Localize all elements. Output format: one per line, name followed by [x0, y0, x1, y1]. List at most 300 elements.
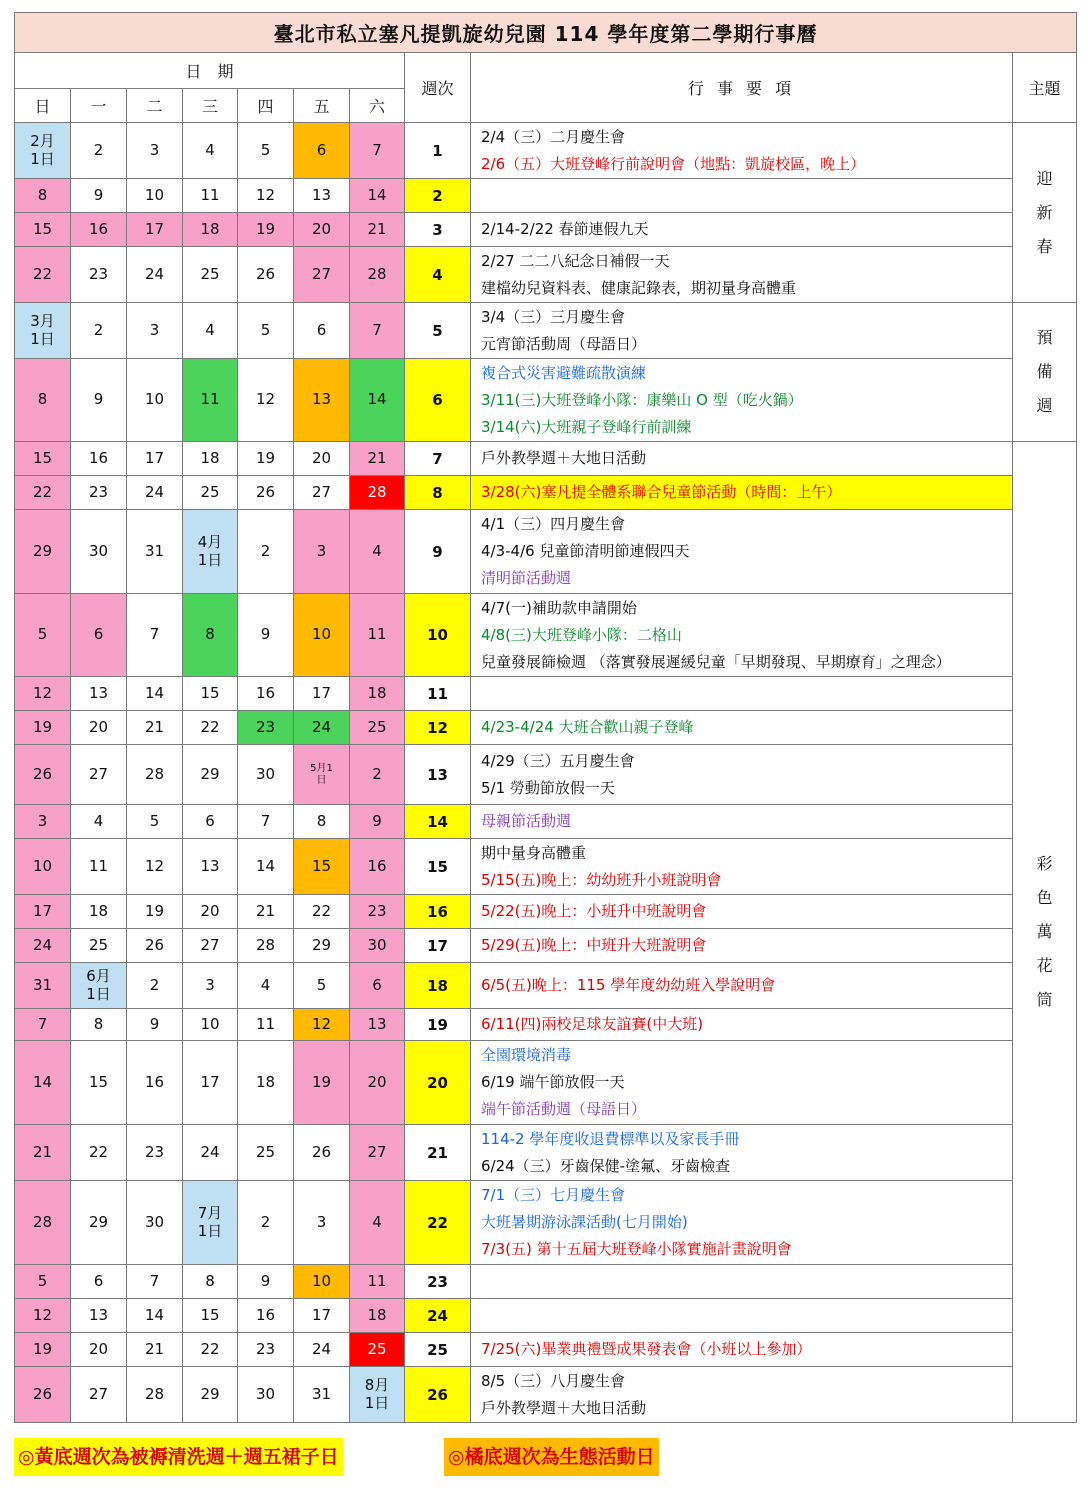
- date-cell: 23: [350, 895, 405, 929]
- date-cell: 20: [183, 895, 238, 929]
- date-cell: 28: [238, 929, 294, 963]
- date-cell: 10: [294, 594, 350, 677]
- date-cell: 3: [183, 963, 238, 1009]
- date-cell: 6月 1日: [71, 963, 127, 1009]
- date-cell: 17: [294, 1299, 350, 1333]
- events-cell: [471, 1125, 1013, 1181]
- week-row: [15, 442, 1077, 476]
- date-cell: 19: [238, 442, 294, 476]
- date-cell: 13: [71, 677, 127, 711]
- event-line: 建檔幼兒資料表、健康記錄表，期初量身高體重: [481, 278, 797, 297]
- week-row: [15, 510, 1077, 594]
- event-line: 4/8(三)大班登峰小隊：二格山: [481, 625, 682, 644]
- date-cell: 13: [183, 839, 238, 895]
- week-number: 26: [405, 1367, 471, 1423]
- week-row: [15, 963, 1077, 1009]
- date-cell: 7: [350, 123, 405, 179]
- date-cell: 20: [294, 213, 350, 247]
- date-cell: 9: [71, 179, 127, 213]
- date-cell: 13: [294, 179, 350, 213]
- event-line: 戶外教學週＋大地日活動: [481, 1398, 647, 1417]
- date-cell: 17: [127, 442, 183, 476]
- week-row: [15, 1041, 1077, 1125]
- week-row: [15, 123, 1077, 179]
- date-cell: 9: [71, 359, 127, 442]
- date-cell: 6: [294, 303, 350, 359]
- event-line: 6/11(四)兩校足球友誼賽(中大班): [481, 1015, 704, 1033]
- date-cell: 28: [350, 247, 405, 303]
- week-row: [15, 179, 1077, 213]
- date-cell: 25: [238, 1125, 294, 1181]
- week-row: [15, 1009, 1077, 1041]
- event-line: 6/19 端午節放假一天: [481, 1073, 625, 1091]
- date-cell: 16: [71, 213, 127, 247]
- events-cell: [471, 123, 1013, 179]
- week-number: 1: [405, 123, 471, 179]
- date-cell: 2月 1日: [15, 123, 71, 179]
- date-cell: 8: [15, 359, 71, 442]
- event-line: 5/22(五)晚上：小班升中班說明會: [481, 902, 707, 920]
- week-number: 8: [405, 476, 471, 510]
- date-cell: 19: [15, 1333, 71, 1367]
- date-cell: 7: [127, 594, 183, 677]
- date-cell: 15: [15, 442, 71, 476]
- date-cell: 22: [71, 1125, 127, 1181]
- events-cell: [471, 929, 1013, 963]
- week-row: [15, 1125, 1077, 1181]
- date-cell: 20: [294, 442, 350, 476]
- date-cell: 10: [127, 179, 183, 213]
- date-cell: 11: [183, 179, 238, 213]
- date-cell: 5月1 日: [294, 745, 350, 805]
- date-cell: 11: [350, 1265, 405, 1299]
- events-cell: [471, 359, 1013, 442]
- date-cell: 2: [238, 1181, 294, 1265]
- date-cell: 14: [15, 1041, 71, 1125]
- event-line: 3/4（三）三月慶生會: [481, 307, 626, 326]
- events-cell: [471, 711, 1013, 745]
- date-cell: 2: [127, 963, 183, 1009]
- date-cell: 6: [294, 123, 350, 179]
- date-cell: 7: [15, 1009, 71, 1041]
- event-line: 4/7(一)補助款申請開始: [481, 598, 637, 617]
- date-cell: 6: [350, 963, 405, 1009]
- events-cell: [471, 179, 1013, 213]
- theme-header: 主題: [1013, 53, 1077, 123]
- week-number: 15: [405, 839, 471, 895]
- week-number: 7: [405, 442, 471, 476]
- date-cell: 11: [71, 839, 127, 895]
- date-cell: 16: [127, 1041, 183, 1125]
- date-cell: 17: [294, 677, 350, 711]
- event-line: 5/1 勞動節放假一天: [481, 778, 615, 797]
- date-cell: 15: [294, 839, 350, 895]
- date-cell: 12: [294, 1009, 350, 1041]
- date-cell: 3: [294, 510, 350, 594]
- date-cell: 21: [127, 711, 183, 745]
- weekday-fri: 五: [294, 89, 350, 123]
- date-cell: 12: [15, 677, 71, 711]
- week-row: [15, 594, 1077, 677]
- event-line: 5/15(五)晚上：幼幼班升小班說明會: [481, 870, 722, 889]
- date-cell: 24: [183, 1125, 238, 1181]
- date-cell: 20: [71, 1333, 127, 1367]
- events-cell: [471, 247, 1013, 303]
- date-cell: 25: [350, 1333, 405, 1367]
- week-row: [15, 213, 1077, 247]
- date-cell: 27: [350, 1125, 405, 1181]
- date-cell: 13: [294, 359, 350, 442]
- date-cell: 10: [183, 1009, 238, 1041]
- weekday-tue: 二: [127, 89, 183, 123]
- events-cell: [471, 594, 1013, 677]
- date-cell: 15: [183, 1299, 238, 1333]
- events-cell: [471, 442, 1013, 476]
- theme-cell: 迎 新 春: [1013, 123, 1077, 303]
- date-cell: 7: [350, 303, 405, 359]
- date-cell: 2: [71, 123, 127, 179]
- date-cell: 21: [238, 895, 294, 929]
- date-cell: 2: [238, 510, 294, 594]
- date-cell: 19: [294, 1041, 350, 1125]
- date-cell: 4: [71, 805, 127, 839]
- week-row: [15, 711, 1077, 745]
- date-cell: 8: [294, 805, 350, 839]
- week-row: [15, 839, 1077, 895]
- date-cell: 25: [183, 476, 238, 510]
- events-cell: [471, 1009, 1013, 1041]
- date-cell: 23: [238, 1333, 294, 1367]
- date-cell: 31: [15, 963, 71, 1009]
- date-cell: 24: [294, 711, 350, 745]
- date-cell: 3月 1日: [15, 303, 71, 359]
- event-line: 2/27 二二八紀念日補假一天: [481, 251, 670, 270]
- date-cell: 15: [15, 213, 71, 247]
- date-cell: 16: [350, 839, 405, 895]
- events-cell: [471, 805, 1013, 839]
- event-line: 2/6（五）大班登峰行前說明會（地點：凱旋校區，晚上）: [481, 154, 866, 173]
- page-title: 臺北市私立塞凡提凱旋幼兒園 114 學年度第二學期行事曆: [15, 13, 1077, 53]
- date-cell: 14: [127, 1299, 183, 1333]
- event-line: 8/5（三）八月慶生會: [481, 1371, 626, 1390]
- date-cell: 18: [183, 442, 238, 476]
- date-cell: 9: [238, 1265, 294, 1299]
- week-number: 3: [405, 213, 471, 247]
- week-number: 10: [405, 594, 471, 677]
- date-cell: 20: [71, 711, 127, 745]
- date-cell: 27: [71, 745, 127, 805]
- week-row: [15, 359, 1077, 442]
- date-cell: 14: [350, 359, 405, 442]
- date-cell: 11: [183, 359, 238, 442]
- date-cell: 24: [127, 476, 183, 510]
- week-row: [15, 1367, 1077, 1423]
- date-cell: 22: [294, 895, 350, 929]
- date-cell: 24: [127, 247, 183, 303]
- date-cell: 17: [15, 895, 71, 929]
- week-number: 16: [405, 895, 471, 929]
- date-cell: 26: [238, 247, 294, 303]
- week-number: 21: [405, 1125, 471, 1181]
- date-cell: 23: [71, 476, 127, 510]
- date-cell: 16: [71, 442, 127, 476]
- week-row: [15, 805, 1077, 839]
- date-cell: 18: [350, 677, 405, 711]
- events-cell: [471, 1333, 1013, 1367]
- date-cell: 4: [238, 963, 294, 1009]
- week-number: 5: [405, 303, 471, 359]
- week-number: 2: [405, 179, 471, 213]
- date-cell: 26: [127, 929, 183, 963]
- date-cell: 12: [127, 839, 183, 895]
- date-cell: 12: [238, 179, 294, 213]
- date-cell: 18: [238, 1041, 294, 1125]
- date-cell: 5: [238, 123, 294, 179]
- week-row: [15, 1265, 1077, 1299]
- date-cell: 11: [350, 594, 405, 677]
- week-row: [15, 476, 1077, 510]
- date-cell: 22: [15, 247, 71, 303]
- date-cell: 17: [127, 213, 183, 247]
- event-line: 期中量身高體重: [481, 843, 587, 862]
- date-cell: 22: [183, 711, 238, 745]
- date-cell: 16: [238, 1299, 294, 1333]
- date-cell: 14: [127, 677, 183, 711]
- date-cell: 20: [350, 1041, 405, 1125]
- date-cell: 26: [238, 476, 294, 510]
- week-number: 25: [405, 1333, 471, 1367]
- event-line: 元宵節活動周（母語日）: [481, 334, 647, 353]
- date-cell: 21: [127, 1333, 183, 1367]
- weekday-sat: 六: [350, 89, 405, 123]
- date-cell: 29: [71, 1181, 127, 1265]
- week-number: 18: [405, 963, 471, 1009]
- event-line: 4/29（三）五月慶生會: [481, 751, 635, 770]
- date-cell: 15: [71, 1041, 127, 1125]
- event-line: 6/5(五)晚上：115 學年度幼幼班入學說明會: [481, 976, 776, 994]
- date-cell: 3: [15, 805, 71, 839]
- date-cell: 7: [127, 1265, 183, 1299]
- week-number: 24: [405, 1299, 471, 1333]
- date-cell: 28: [127, 1367, 183, 1423]
- event-line: 母親節活動週: [481, 812, 572, 830]
- events-cell: [471, 677, 1013, 711]
- date-cell: 29: [294, 929, 350, 963]
- event-line: 兒童發展篩檢週 （落實發展遲緩兒童「早期發現、早期療育」之理念）: [481, 652, 951, 671]
- date-cell: 8月 1日: [350, 1367, 405, 1423]
- date-cell: 25: [183, 247, 238, 303]
- events-cell: [471, 510, 1013, 594]
- date-cell: 3: [127, 123, 183, 179]
- weekday-wed: 三: [183, 89, 238, 123]
- week-row: [15, 895, 1077, 929]
- theme-cell: 預 備 週: [1013, 303, 1077, 442]
- week-row: [15, 247, 1077, 303]
- date-cell: 23: [71, 247, 127, 303]
- week-number: 17: [405, 929, 471, 963]
- date-cell: 6: [71, 1265, 127, 1299]
- date-cell: 29: [183, 745, 238, 805]
- date-cell: 10: [294, 1265, 350, 1299]
- date-cell: 16: [238, 677, 294, 711]
- date-cell: 27: [294, 476, 350, 510]
- date-cell: 31: [127, 510, 183, 594]
- weekday-mon: 一: [71, 89, 127, 123]
- date-cell: 27: [183, 929, 238, 963]
- date-cell: 10: [127, 359, 183, 442]
- legend-orange: ◎橘底週次為生態活動日: [444, 1438, 659, 1476]
- date-cell: 17: [183, 1041, 238, 1125]
- date-cell: 4: [183, 123, 238, 179]
- event-line: 複合式災害避難疏散演練: [481, 363, 647, 382]
- date-cell: 26: [15, 745, 71, 805]
- events-header: 行 事 要 項: [471, 53, 1013, 123]
- weekday-thu: 四: [238, 89, 294, 123]
- date-cell: 28: [350, 476, 405, 510]
- events-cell: [471, 839, 1013, 895]
- date-cell: 18: [71, 895, 127, 929]
- date-cell: 11: [238, 1009, 294, 1041]
- date-cell: 5: [15, 594, 71, 677]
- date-cell: 5: [238, 303, 294, 359]
- week-number: 4: [405, 247, 471, 303]
- week-number: 20: [405, 1041, 471, 1125]
- date-cell: 19: [15, 711, 71, 745]
- events-cell: [471, 895, 1013, 929]
- date-cell: 12: [15, 1299, 71, 1333]
- event-line: 大班暑期游泳課活動(七月開始): [481, 1213, 688, 1231]
- date-cell: 24: [294, 1333, 350, 1367]
- event-line: 清明節活動週: [481, 569, 572, 587]
- date-cell: 27: [71, 1367, 127, 1423]
- week-number: 12: [405, 711, 471, 745]
- date-cell: 4: [350, 510, 405, 594]
- date-cell: 30: [350, 929, 405, 963]
- date-cell: 12: [238, 359, 294, 442]
- date-cell: 28: [127, 745, 183, 805]
- event-line: 3/11(三)大班登峰小隊：康樂山 O 型（吃火鍋）: [481, 390, 803, 409]
- date-cell: 19: [127, 895, 183, 929]
- event-line: 7/25(六)畢業典禮暨成果發表會（小班以上參加）: [481, 1340, 812, 1358]
- week-number: 23: [405, 1265, 471, 1299]
- week-row: [15, 745, 1077, 805]
- date-cell: 29: [183, 1367, 238, 1423]
- week-number: 6: [405, 359, 471, 442]
- calendar-table: [14, 12, 1077, 1423]
- event-line: 全園環境消毒: [481, 1046, 572, 1064]
- date-cell: 28: [15, 1181, 71, 1265]
- date-cell: 22: [15, 476, 71, 510]
- date-cell: 4月 1日: [183, 510, 238, 594]
- date-cell: 8: [183, 594, 238, 677]
- date-cell: 9: [238, 594, 294, 677]
- weekday-sun: 日: [15, 89, 71, 123]
- date-cell: 30: [238, 745, 294, 805]
- week-row: [15, 677, 1077, 711]
- date-cell: 25: [71, 929, 127, 963]
- date-cell: 30: [127, 1181, 183, 1265]
- events-cell: [471, 213, 1013, 247]
- date-cell: 6: [183, 805, 238, 839]
- legend-yellow: ◎黃底週次為被褥清洗週＋週五裙子日: [14, 1438, 343, 1476]
- date-cell: 7: [238, 805, 294, 839]
- week-row: [15, 929, 1077, 963]
- date-cell: 21: [350, 213, 405, 247]
- date-cell: 14: [238, 839, 294, 895]
- events-cell: [471, 303, 1013, 359]
- events-cell: [471, 1041, 1013, 1125]
- week-number: 13: [405, 745, 471, 805]
- date-cell: 29: [15, 510, 71, 594]
- date-cell: 7月 1日: [183, 1181, 238, 1265]
- date-cell: 30: [238, 1367, 294, 1423]
- date-cell: 18: [350, 1299, 405, 1333]
- week-number: 22: [405, 1181, 471, 1265]
- week-number: 19: [405, 1009, 471, 1041]
- date-cell: 8: [71, 1009, 127, 1041]
- event-line: 2/4（三）二月慶生會: [481, 127, 626, 146]
- date-cell: 27: [294, 247, 350, 303]
- date-cell: 13: [71, 1299, 127, 1333]
- event-line: 4/23-4/24 大班合歡山親子登峰: [481, 718, 694, 736]
- events-cell: [471, 1181, 1013, 1265]
- event-line: 3/28(六)塞凡提全體系聯合兒童節活動（時間：上午）: [481, 483, 842, 501]
- date-cell: 4: [183, 303, 238, 359]
- date-cell: 15: [183, 677, 238, 711]
- date-cell: 18: [183, 213, 238, 247]
- date-cell: 3: [127, 303, 183, 359]
- events-cell: [471, 745, 1013, 805]
- date-cell: 26: [15, 1367, 71, 1423]
- events-cell: [471, 963, 1013, 1009]
- events-cell: [471, 476, 1013, 510]
- event-line: 戶外教學週＋大地日活動: [481, 449, 647, 467]
- date-cell: 8: [15, 179, 71, 213]
- date-cell: 5: [127, 805, 183, 839]
- event-line: 4/1（三）四月慶生會: [481, 515, 626, 533]
- week-number: 14: [405, 805, 471, 839]
- events-cell: [471, 1367, 1013, 1423]
- date-cell: 8: [183, 1265, 238, 1299]
- event-line: 7/1（三）七月慶生會: [481, 1186, 626, 1204]
- event-line: 2/14-2/22 春節連假九天: [481, 220, 649, 238]
- date-cell: 21: [350, 442, 405, 476]
- week-number: 9: [405, 510, 471, 594]
- week-row: [15, 1299, 1077, 1333]
- date-cell: 9: [127, 1009, 183, 1041]
- date-cell: 3: [294, 1181, 350, 1265]
- event-line: 4/3-4/6 兒童節清明節連假四天: [481, 542, 690, 560]
- date-cell: 24: [15, 929, 71, 963]
- week-row: [15, 303, 1077, 359]
- week-number: 11: [405, 677, 471, 711]
- date-cell: 19: [238, 213, 294, 247]
- date-header: 日 期: [15, 53, 405, 89]
- event-line: 5/29(五)晚上：中班升大班說明會: [481, 936, 707, 954]
- date-cell: 23: [127, 1125, 183, 1181]
- date-cell: 5: [15, 1265, 71, 1299]
- date-cell: 21: [15, 1125, 71, 1181]
- theme-cell: 彩 色 萬 花 筒: [1013, 442, 1077, 1423]
- event-line: 114-2 學年度收退費標準以及家長手冊: [481, 1129, 740, 1148]
- week-row: [15, 1333, 1077, 1367]
- date-cell: 30: [71, 510, 127, 594]
- events-cell: [471, 1299, 1013, 1333]
- date-cell: 13: [350, 1009, 405, 1041]
- date-cell: 2: [350, 745, 405, 805]
- date-cell: 25: [350, 711, 405, 745]
- date-cell: 26: [294, 1125, 350, 1181]
